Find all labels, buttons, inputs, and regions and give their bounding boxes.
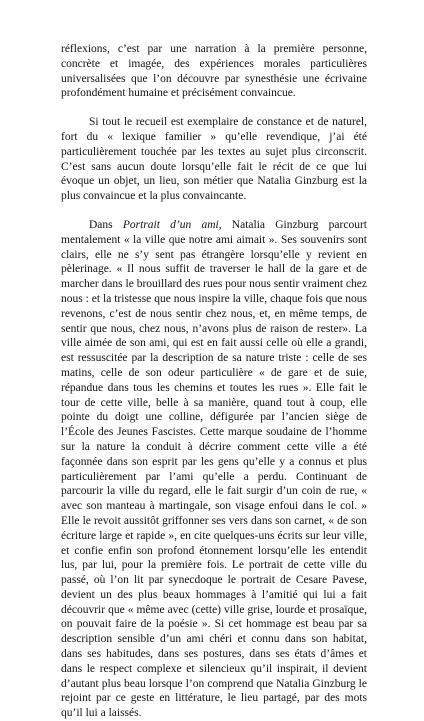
paragraph-recueil: Si tout le recueil est exemplaire de constance et de naturel, fort du « lexique familier » qu’elle revendique, j’ai été particulièrement touchée par les textes au sujet plus circonscrit. C’est sans aucun doute lorsqu’elle fait le récit de ce que lui évoque un objet, un lieu, son métier que Natalia Ginzburg est la plus convaincue et la plus convaincante. <box>61 116 367 203</box>
paragraph-portrait-ami <box>61 218 367 721</box>
document-page <box>61 42 367 721</box>
paragraph-lead-in: Dans <box>89 218 123 231</box>
paragraph-body: , Natalia Ginzburg parcourt mentalement « la ville que notre ami aimait ». Ses souvenirs sont clairs, elle ne s’y sent pas étrangère lorsqu’elle y revient en pèlerinage. « Il nous suffit de traverser le hall de la gare et de marcher dans le brouillard des rues pour nous sentir vraiment chez nous : et la tristesse que nous inspire la ville, chaque fois que nous revenons, c’est de nous sentir chez nous, et, en même temps, de sentir que nous, chez nous, n’avons plus de raison de rester». La ville aimée de son ami, qui est en fait aussi celle où elle a grandi, est ressuscitée par la description de sa nature triste : celle de ses matins, celle de son odeur particulière « de gare et de suie, répandue dans tous les chemins et toutes les rues ». Elle fait le tour de cette ville, belle à sa manière, quand tout à coup, elle pointe du doigt une colline, défigurée par l’ancien siège de l’École des Jeunes Fascistes. Cette marque soudaine de l’homme sur la nature la conduit à décrire comment cette ville a été façonnée dans son esprit par les gens qu’elle y a connus et plus particulièrement par l’ami qu’elle a perdu. Continuant de parcourir la ville du regard, elle le fait surgir d’un coin de rue, « avec son manteau à martingale, son visage enfoui dans le col. » Elle le revoit aussitôt griffonner ses vers dans son carnet, « de son écriture large et rapide », en cite quelques-uns écrits sur leur ville, et confie enfin son profond étonnement lorsqu’elle les entendit lus, par lui, pour la première fois. Le portrait de cette ville du passé, où l’on lit par synecdoque le portrait de Cesare Pavese, devient un des plus beaux hommages à l’amitié qui lui a fait découvrir que « même avec (cette) ville grise, lourde et prosaïque, on pouvait faire de la poésie ». Si cet hommage est beau par sa description sensible d’un ami chéri et connu dans son habitat, dans ses habitudes, dans ses postures, dans ses états d’âmes et dans le respect complexe et silencieux qu’il inspirait, il devient d’autant plus beau lorsque l’on comprend que Natalia Ginzburg le rejoint par ce geste en littérature, le lieu partagé, par des mots qu’il lui a laissés. <box>61 218 367 720</box>
book-title-portrait-ami: Portrait d’un ami <box>122 218 219 231</box>
paragraph-reflexions: réflexions, c’est par une narration à la première personne, concrète et imagée, des expériences morales particulières universalisées que l’on découvre par synesthésie une écrivaine profondément humaine et précisément convaincue. <box>61 43 367 100</box>
